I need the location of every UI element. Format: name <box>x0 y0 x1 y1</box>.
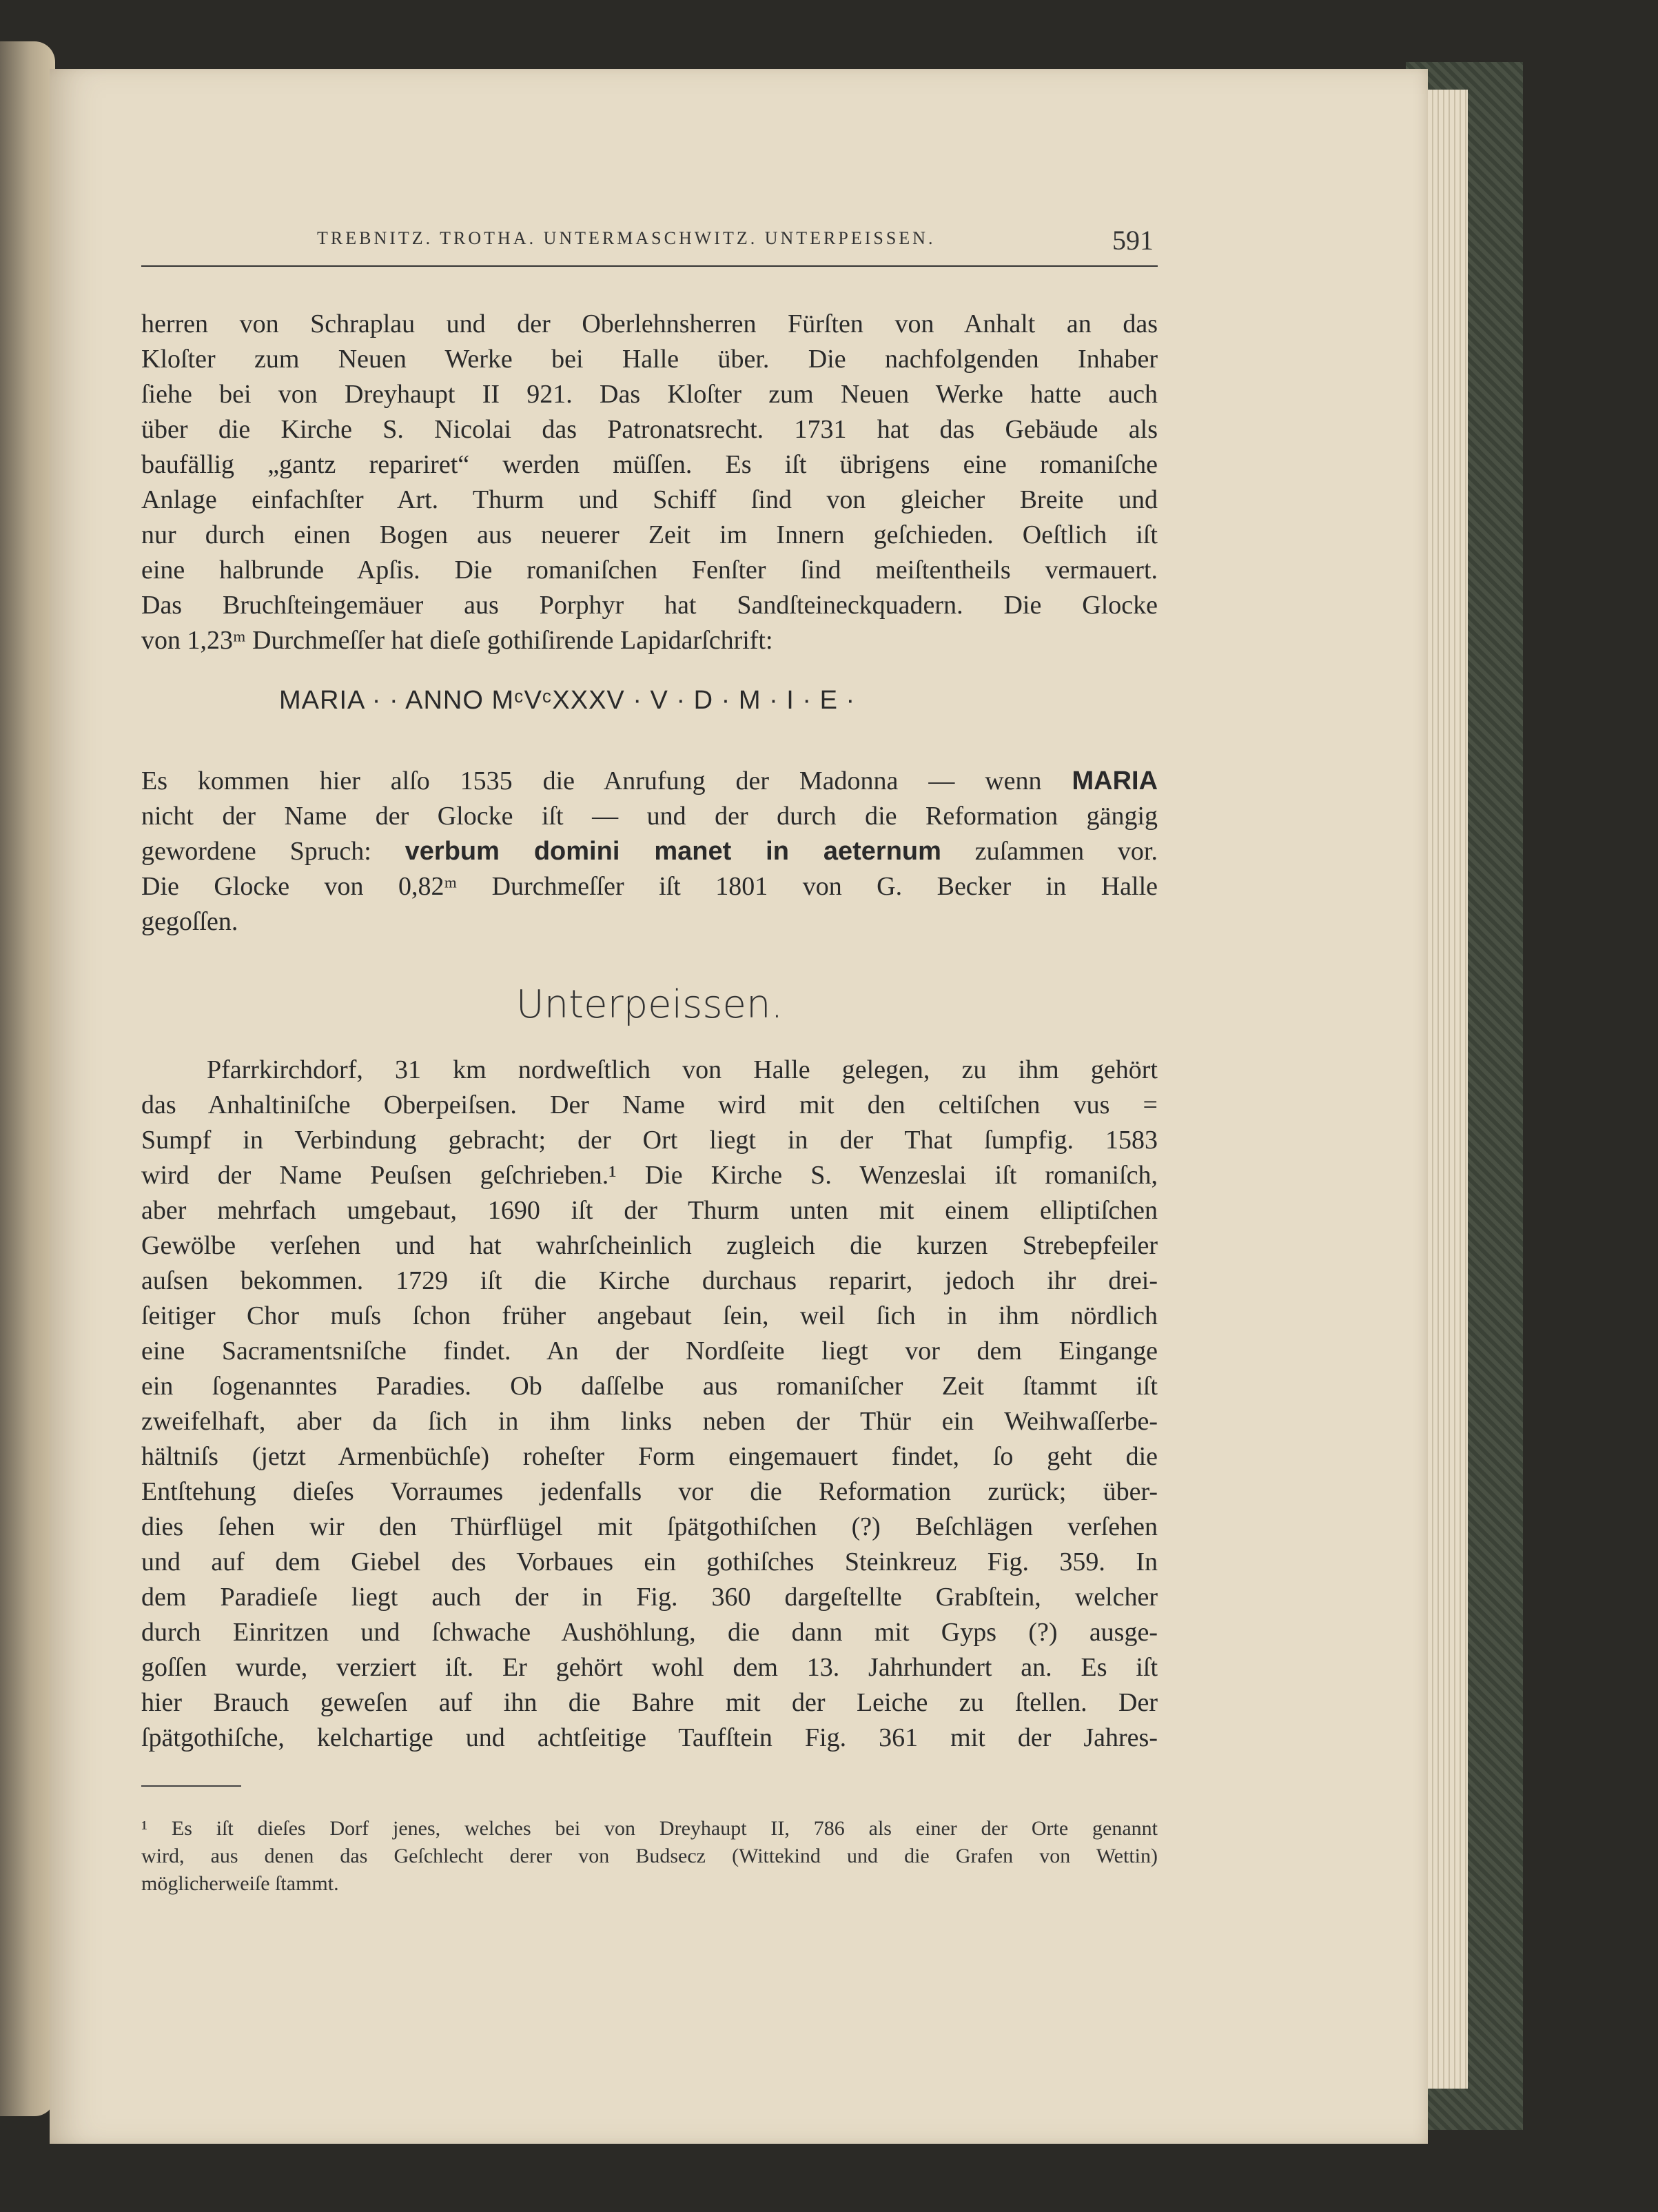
footnote-line: möglicherweiſe ſtammt. <box>141 1872 339 1895</box>
text-span: gewordene Spruch: <box>141 837 371 866</box>
paragraph-2 <box>141 764 1158 940</box>
text-line <box>141 764 1158 799</box>
text-line: das Anhaltiniſche Oberpeiſsen. Der Name wird mit den celtiſchen vus = <box>141 1090 1158 1119</box>
text-line: Pfarrkirchdorf, 31 km nordweſtlich von Halle gelegen, zu ihm gehört <box>207 1055 1158 1084</box>
text-line: ſpätgothiſche, kelchartige und achtſeitige Taufſtein Fig. 361 mit der Jahres- <box>141 1723 1158 1752</box>
text-line: über die Kirche S. Nicolai das Patronatsrecht. 1731 hat das Gebäude als <box>141 415 1158 444</box>
text-line: Kloſter zum Neuen Werke bei Halle über. Die nachfolgenden Inhaber <box>141 345 1158 374</box>
footnote <box>141 1815 1158 1898</box>
text-line: nur durch einen Bogen aus neuerer Zeit im Innern geſchieden. Oeſtlich iſt <box>141 520 1158 549</box>
text-line: dies ſehen wir den Thürflügel mit ſpätgothiſchen (?) Beſchlägen verſehen <box>141 1512 1158 1541</box>
text-line: hältniſs (jetzt Armenbüchſe) roheſter Form eingemauert findet, ſo geht die <box>141 1442 1158 1471</box>
text-line: ein ſogenanntes Paradies. Ob daſſelbe aus romaniſcher Zeit ſtammt iſt <box>141 1372 1158 1401</box>
text-line: ſiehe bei von Dreyhaupt II 921. Das Kloſter zum Neuen Werke hatte auch <box>141 380 1158 409</box>
text-line: Entſtehung dieſes Vorraumes jedenfalls vor die Reformation zurück; über- <box>141 1477 1158 1506</box>
text-line: gegoſſen. <box>141 907 238 936</box>
footnote-line: wird, aus denen das Geſchlecht derer von Budsecz (Wittekind und die Grafen von Wettin) <box>141 1845 1158 1867</box>
text-line <box>141 834 1158 869</box>
text-line: ſeitiger Chor muſs ſchon früher angebaut ſein, weil ſich in ihm nördlich <box>141 1301 1158 1330</box>
header-title: TREBNITZ. TROTHA. UNTERMASCHWITZ. UNTERPEISSEN. <box>317 228 936 248</box>
footnote-line: ¹ Es iſt dieſes Dorf jenes, welches bei von Dreyhaupt II, 786 als einer der Orte genannt <box>141 1817 1158 1840</box>
bold-term: MARIA <box>1072 767 1158 795</box>
text-span: zuſammen vor. <box>974 837 1158 866</box>
text-line: hier Brauch geweſen auf ihn die Bahre mit der Leiche zu ſtellen. Der <box>141 1688 1158 1717</box>
running-header <box>141 224 1158 267</box>
text-line: Gewölbe verſehen und hat wahrſcheinlich zugleich die kurzen Strebepfeiler <box>141 1231 1158 1260</box>
text-line: dem Paradieſe liegt auch der in Fig. 360 dargeſtellte Grabſtein, welcher <box>141 1583 1158 1612</box>
text-line: Anlage einfachſter Art. Thurm und Schiff ſind von gleicher Breite und <box>141 485 1158 514</box>
paragraph-3 <box>141 1053 1158 1756</box>
paragraph-1 <box>141 307 1158 658</box>
text-line: auſsen bekommen. 1729 iſt die Kirche durchaus reparirt, jedoch ihr drei- <box>141 1266 1158 1295</box>
text-line: zweifelhaft, aber da ſich in ihm links neben der Thür ein Weihwaſſerbe- <box>141 1407 1158 1436</box>
footnote-divider <box>141 1785 241 1787</box>
facing-page-edge <box>0 41 55 2116</box>
text-line: und auf dem Giebel des Vorbaues ein gothiſches Steinkreuz Fig. 359. In <box>141 1548 1158 1576</box>
text-span: Es kommen hier alſo 1535 die Anrufung der Madonna — wenn <box>141 767 1042 795</box>
text-line: baufällig „gantz repariret“ werden müſſen. Es iſt übrigens eine romaniſche <box>141 450 1158 479</box>
text-line: durch Einritzen und ſchwache Aushöhlung, die dann mit Gyps (?) ausge- <box>141 1618 1158 1647</box>
text-line: nicht der Name der Glocke iſt — und der durch die Reformation gängig <box>141 802 1158 831</box>
bell-inscription: MARIA · · ANNO MᶜVᶜXXXV · V · D · M · I · E · <box>279 686 856 715</box>
page-number: 591 <box>1112 225 1154 256</box>
text-line: wird der Name Peuſsen geſchrieben.¹ Die Kirche S. Wenzeslai iſt romaniſch, <box>141 1161 1158 1190</box>
text-line: von 1,23ᵐ Durchmeſſer hat dieſe gothiſirende Lapidarſchrift: <box>141 626 773 655</box>
section-heading: Unterpeissen. <box>515 982 784 1027</box>
text-line: Die Glocke von 0,82ᵐ Durchmeſſer iſt 1801 von G. Becker in Halle <box>141 872 1158 901</box>
text-line: eine halbrunde Apſis. Die romaniſchen Fenſter ſind meiſtentheils vermauert. <box>141 556 1158 585</box>
text-line: Das Bruchſteingemäuer aus Porphyr hat Sandſteineckquadern. Die Glocke <box>141 591 1158 620</box>
text-line: herren von Schraplau und der Oberlehnsherren Fürſten von Anhalt an das <box>141 310 1158 338</box>
text-line: goſſen wurde, verziert iſt. Er gehört wohl dem 13. Jahrhundert an. Es iſt <box>141 1653 1158 1682</box>
bold-term: verbum domini manet in aeternum <box>405 837 941 866</box>
text-line: Sumpf in Verbindung gebracht; der Ort liegt in der That ſumpfig. 1583 <box>141 1126 1158 1155</box>
text-line: eine Sacramentsniſche findet. An der Nordſeite liegt vor dem Eingange <box>141 1337 1158 1366</box>
text-line: aber mehrfach umgebaut, 1690 iſt der Thurm unten mit einem elliptiſchen <box>141 1196 1158 1225</box>
